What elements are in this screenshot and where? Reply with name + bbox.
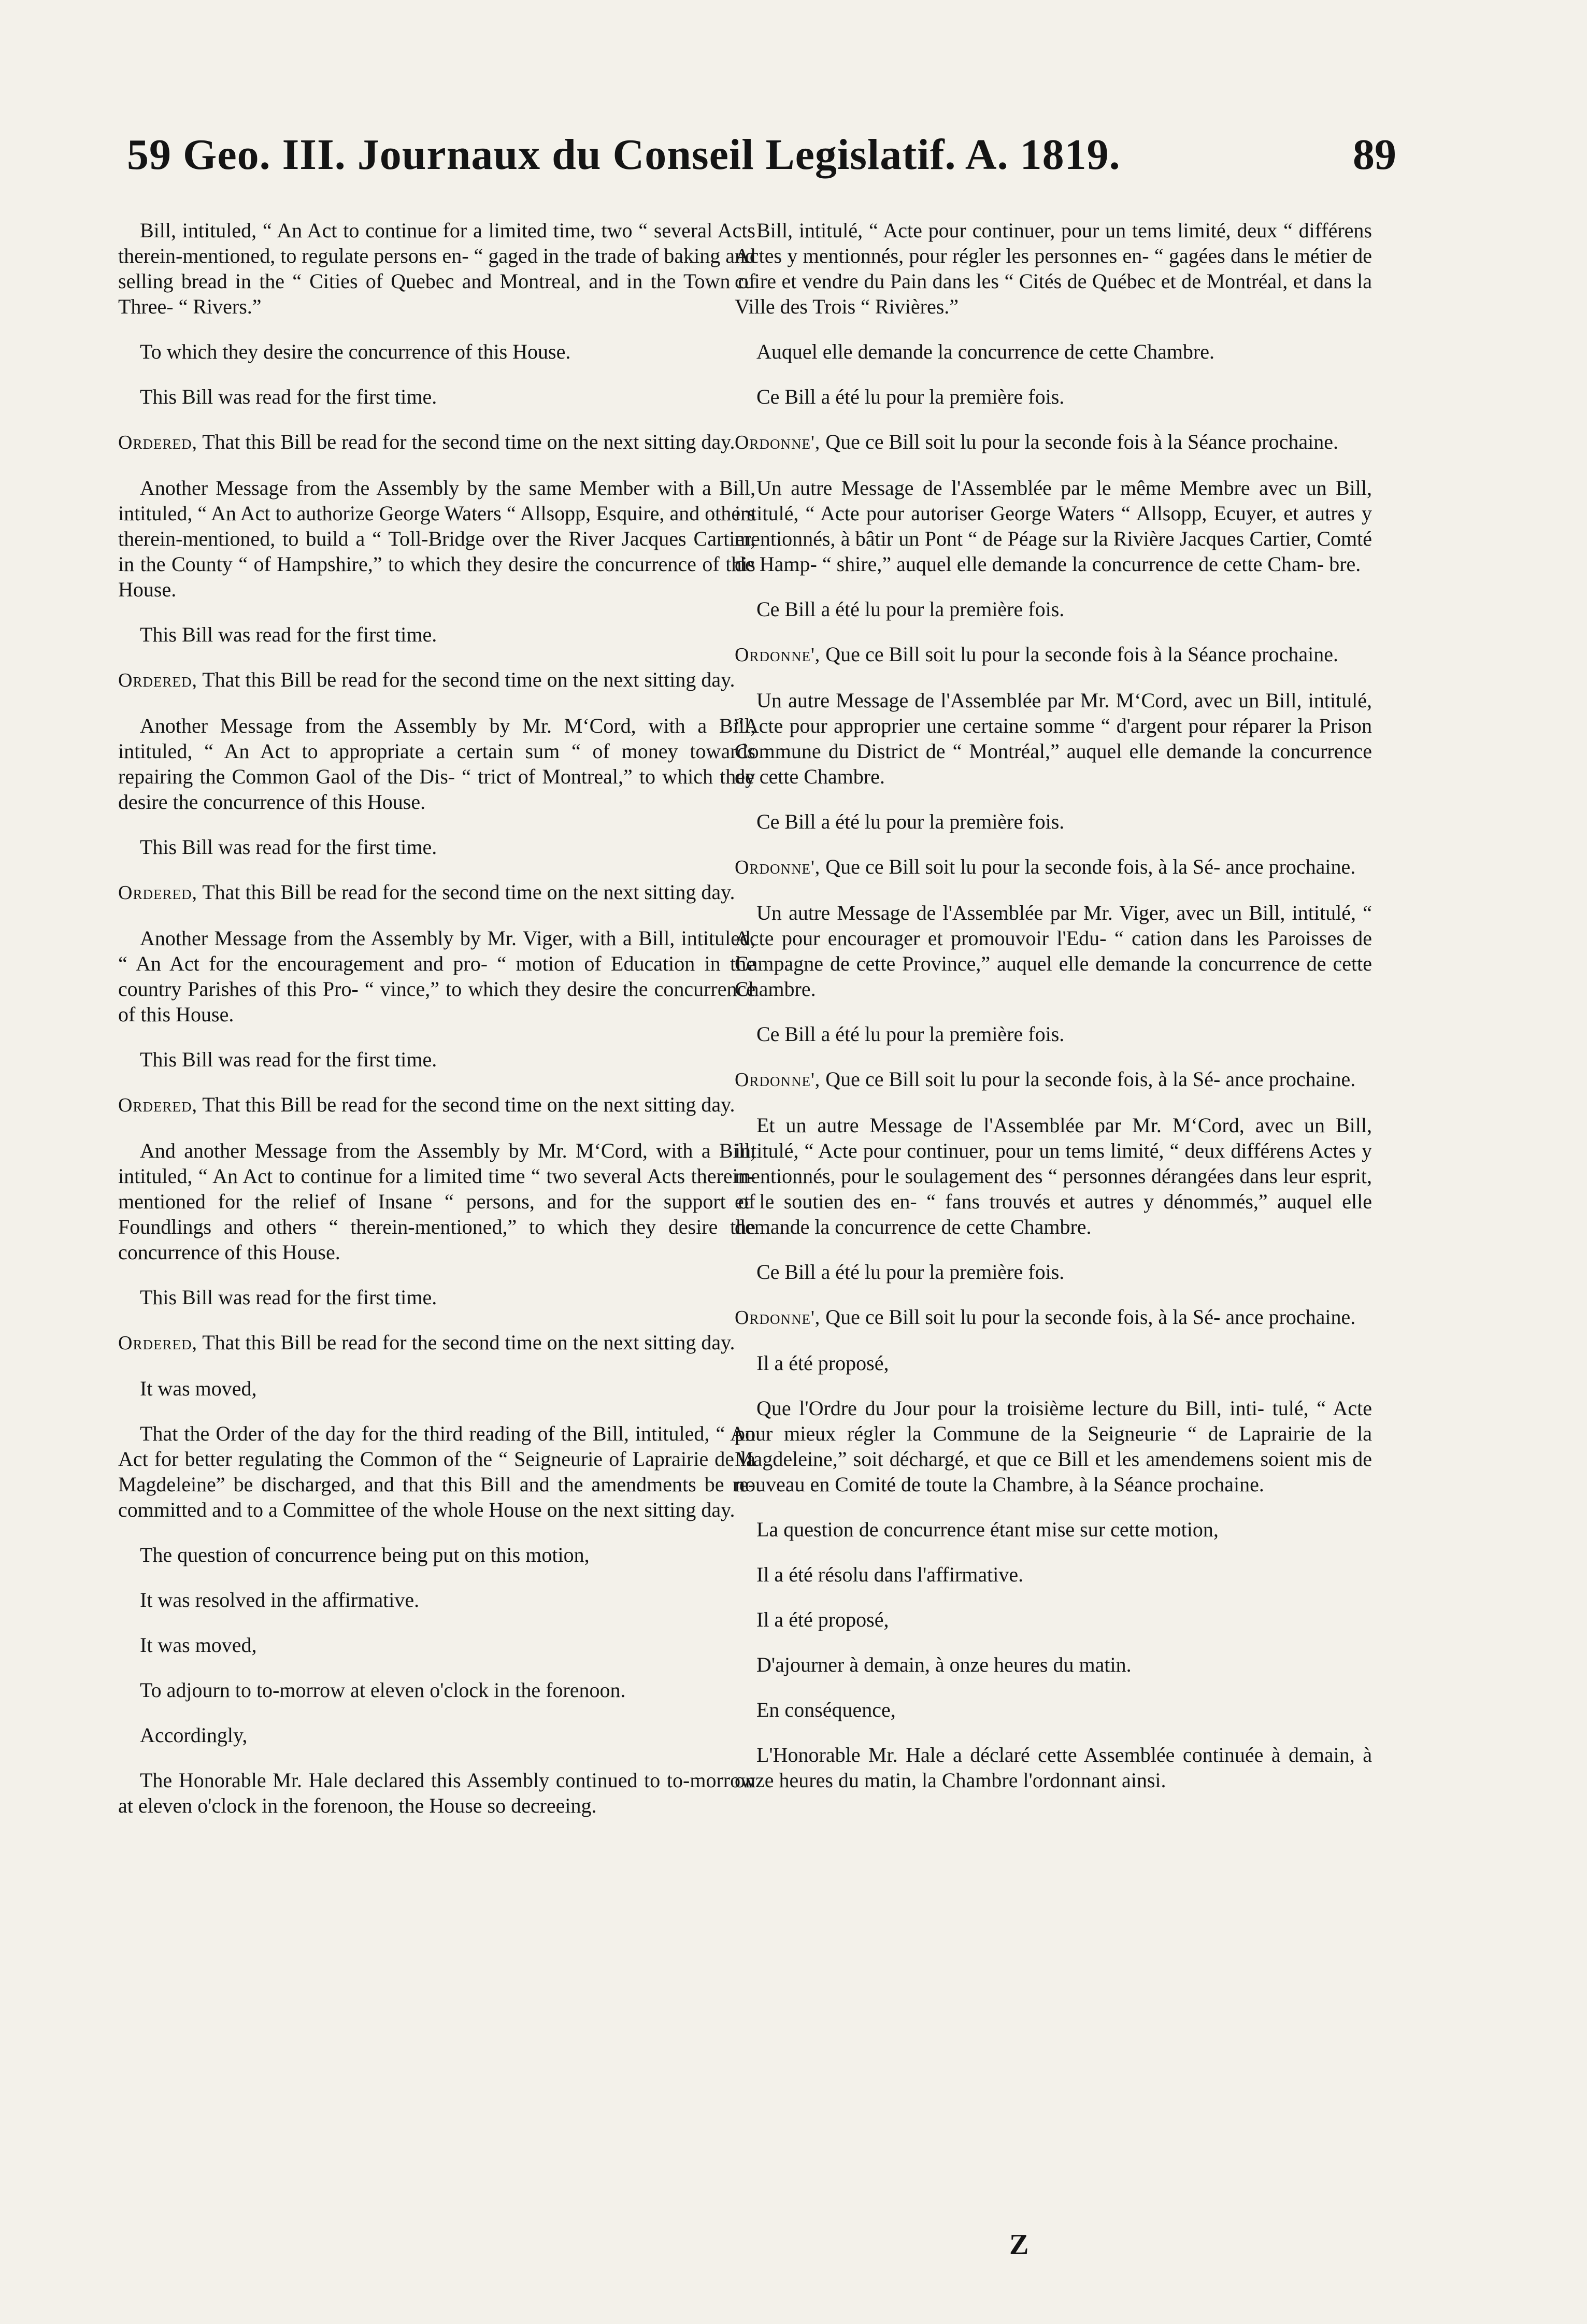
paragraph: Un autre Message de l'Assemblée par le même Membre avec un Bill, intitulé, “ Acte pour autoriser George Waters “ Allsopp, Ecuyer, et autres y mentionnés, à bâtir un Pont “ de Péage sur la Rivière Jacques Cartier, Comté de Hamp- “ shire,” auquel elle demande la concurrence de cette Cham- bre. [735,476,1372,576]
order-text: That this Bill be read for the second time on the next sitting day. [197,668,735,691]
paragraph: It was moved, [140,1377,257,1400]
signature-mark: Z [1009,2229,1029,2261]
order-text: That this Bill be read for the second time on the next sitting day. [197,1093,735,1116]
order-paragraph [735,429,1372,455]
paragraph: Bill, intituled, “ An Act to continue for a limited time, two “ several Acts therein-mentioned, to regulate persons en- “ gaged in the trade of baking and selling bread in the “ Cities of Quebec and Montreal, and in the Town of Three- “ Rivers.” [118,219,755,318]
order-text: That this Bill be read for the second time on the next sitting day. [197,1331,735,1354]
paragraph: That the Order of the day for the third reading of the Bill, intituled, “ An Act for better regulating the Common of the “ Seigneurie of Laprairie de la Magdeleine” be discharged, and that this Bill and the amendments be re-committed and to a Committee of the whole House on the next sitting day. [118,1422,755,1521]
paragraph: This Bill was read for the first time. [140,1048,437,1071]
paragraph: Another Message from the Assembly by Mr. M‘Cord, with a Bill, intituled, “ An Act to appropriate a certain sum “ of money towards repairing the Common Gaol of the Dis- “ trict of Montreal,” to which they desire the concurrence of this House. [118,714,755,814]
paragraph: This Bill was read for the first time. [140,623,437,646]
paragraph: Un autre Message de l'Assemblée par Mr. M‘Cord, avec un Bill, intitulé, “Acte pour approprier une certaine somme “ d'argent pour réparer la Prison Commune du District de “ Montréal,” auquel elle demande la concurrence de cette Chambre. [735,689,1372,788]
paragraph: Il a été proposé, [756,1608,889,1631]
paragraph: The question of concurrence being put on this motion, [140,1543,590,1566]
order-lead: Ordonne', [735,644,821,666]
order-paragraph [118,429,755,455]
order-text: Que ce Bill soit lu pour la seconde fois à la Séance prochaine. [820,643,1338,666]
paragraph: To which they desire the concurrence of this House. [140,340,571,363]
order-lead: Ordonne', [735,1307,821,1329]
paragraph: Another Message from the Assembly by Mr. Viger, with a Bill, intituled, “ An Act for the encouragement and pro- “ motion of Education in the country Parishes of this Pro- “ vince,” to which they desire the concurrence of this House. [118,926,755,1026]
paragraph: En conséquence, [756,1698,896,1721]
paragraph: Accordingly, [140,1723,248,1747]
paragraph: Ce Bill a été lu pour la première fois. [756,810,1065,833]
paragraph: Ce Bill a été lu pour la première fois. [756,385,1065,408]
order-text: Que ce Bill soit lu pour la seconde fois, à la Sé- ance prochaine. [820,1067,1356,1091]
paragraph: L'Honorable Mr. Hale a déclaré cette Assemblée continuée à demain, à onze heures du matin, la Chambre l'ordonnant ainsi. [735,1743,1372,1792]
order-lead: Ordonne', [735,432,821,453]
order-paragraph [118,879,755,906]
order-lead: Ordered, [118,432,197,453]
order-text: That this Bill be read for the second time on the next sitting day. [197,880,735,904]
order-lead: Ordered, [118,882,197,904]
paragraph: Et un autre Message de l'Assemblée par Mr. M‘Cord, avec un Bill, intitulé, “ Acte pour continuer, pour un tems limité, “ deux différens Actes y mentionnés, pour le soulagement des “ personnes dérangées dans leur esprit, et le soutien des en- “ fans trouvés et autres y dénommés,” auquel elle demande la concurrence de cette Chambre. [735,1114,1372,1238]
paragraph: It was resolved in the affirmative. [140,1588,420,1612]
paragraph: Il a été proposé, [756,1351,889,1375]
order-lead: Ordered, [118,1094,197,1116]
french-column [735,218,1372,1813]
order-paragraph [118,667,755,693]
paragraph: It was moved, [140,1633,257,1657]
order-text: Que ce Bill soit lu pour la seconde fois, à la Sé- ance prochaine. [820,855,1356,878]
paragraph: Ce Bill a été lu pour la première fois. [756,1022,1065,1046]
page-header [0,130,1587,187]
order-lead: Ordered, [118,669,197,691]
order-paragraph [118,1330,755,1356]
order-paragraph [118,1092,755,1118]
paragraph: Un autre Message de l'Assemblée par Mr. Viger, avec un Bill, intitulé, “ Acte pour encourager et promouvoir l'Edu- “ cation dans les Paroisses de Campagne de cette Province,” auquel elle demande la concurrence de cette Chambre. [735,901,1372,1001]
paragraph: Auquel elle demande la concurrence de cette Chambre. [756,340,1215,363]
paragraph: And another Message from the Assembly by Mr. M‘Cord, with a Bill, intituled, “ An Act to continue for a limited time “ two several Acts therein-mentioned for the relief of Insane “ persons, and for the support of Foundlings and others “ therein-mentioned,” to which they desire the concurrence of this House. [118,1139,755,1264]
order-paragraph [735,1304,1372,1331]
order-paragraph [735,641,1372,668]
paragraph: Another Message from the Assembly by the same Member with a Bill, intituled, “ An Act to authorize George Waters “ Allsopp, Esquire, and others therein-mentioned, to build a “ Toll-Bridge over the River Jacques Cartier, in the County “ of Hampshire,” to which they desire the concurrence of this House. [118,476,755,601]
paragraph: This Bill was read for the first time. [140,385,437,408]
order-text: Que ce Bill soit lu pour la seconde fois, à la Sé- ance prochaine. [820,1305,1356,1329]
paragraph: To adjourn to to-morrow at eleven o'clock in the forenoon. [140,1678,626,1702]
order-text: Que ce Bill soit lu pour la seconde fois à la Séance prochaine. [820,430,1338,453]
paragraph: La question de concurrence étant mise sur cette motion, [756,1518,1219,1541]
page-number: 89 [1353,131,1396,179]
paragraph: D'ajourner à demain, à onze heures du matin. [756,1653,1132,1676]
paragraph: Ce Bill a été lu pour la première fois. [756,1260,1065,1284]
paragraph: Ce Bill a été lu pour la première fois. [756,597,1065,621]
paragraph: This Bill was read for the first time. [140,1286,437,1309]
paragraph: Que l'Ordre du Jour pour la troisième lecture du Bill, inti- tulé, “ Acte pour mieux régler la Commune de la Seigneurie “ de Laprairie de la Magdeleine,” soit déchargé, et que ce Bill et les amendemens soient mis de nouveau en Comité de toute la Chambre, à la Séance prochaine. [735,1396,1372,1496]
paragraph: This Bill was read for the first time. [140,835,437,859]
english-column [118,218,755,1838]
paragraph: Bill, intitulé, “ Acte pour continuer, pour un tems limité, deux “ différens Actes y mentionnés, pour régler les personnes en- “ gagées dans le métier de cuire et vendre du Pain dans les “ Cités de Québec et de Montréal, et dans la Ville des Trois “ Rivières.” [735,219,1372,318]
order-lead: Ordered, [118,1332,197,1354]
order-lead: Ordonne', [735,1069,821,1091]
order-paragraph [735,1066,1372,1093]
order-lead: Ordonne', [735,857,821,878]
running-title: 59 Geo. III. Journaux du Conseil Legislatif. A. 1819. [127,131,1121,179]
paragraph: The Honorable Mr. Hale declared this Assembly continued to to-morrow at eleven o'clock in the forenoon, the House so decreeing. [118,1769,755,1817]
order-paragraph [735,854,1372,880]
order-text: That this Bill be read for the second time on the next sitting day. [197,430,735,453]
paragraph: Il a été résolu dans l'affirmative. [756,1563,1024,1586]
